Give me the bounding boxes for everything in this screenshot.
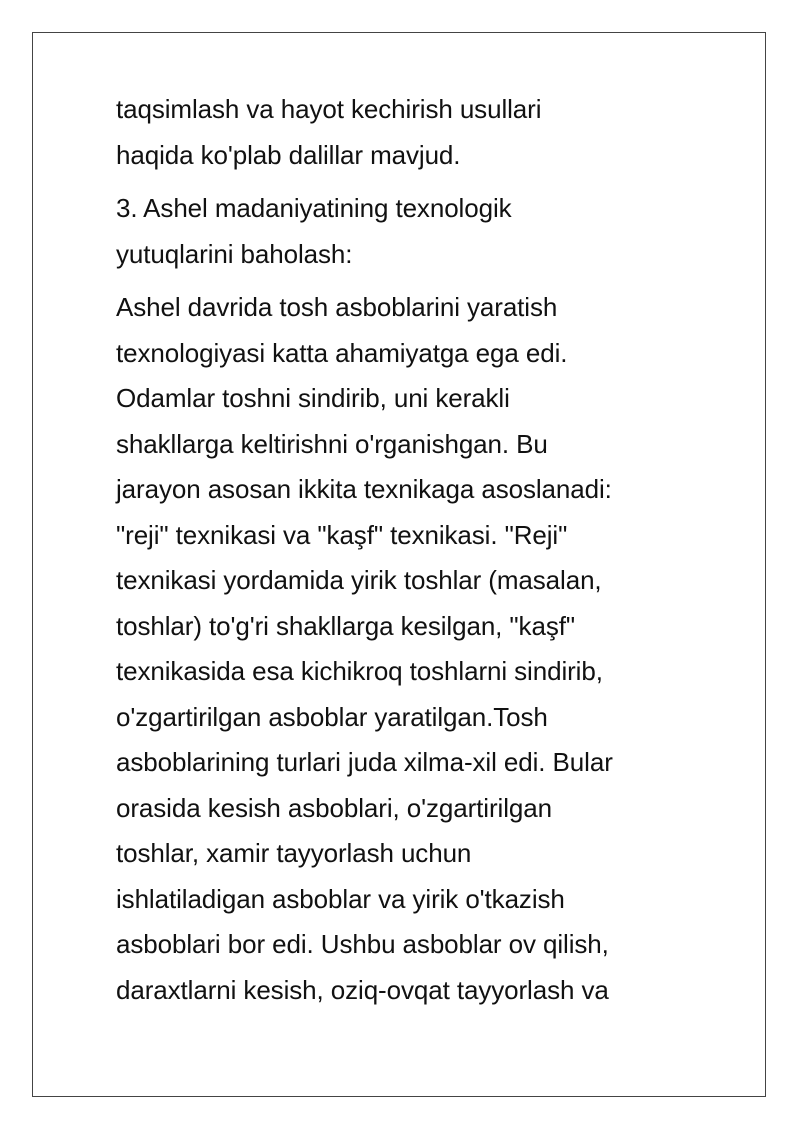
text-line: yutuqlarini baholash: xyxy=(116,238,353,269)
text-line: shakllarga keltirishni o'rganishgan. Bu xyxy=(116,428,548,459)
text-line: jarayon asosan ikkita texnikaga asoslanadi: xyxy=(116,474,612,504)
document-page xyxy=(32,32,766,1097)
text-line: texnikasi yordamida yirik toshlar (masalan, xyxy=(116,565,602,595)
text-line: daraxtlarni kesish, oziq-ovqat tayyorlash va xyxy=(116,974,609,1005)
paragraph xyxy=(116,87,766,178)
section-heading xyxy=(116,186,766,277)
text-line: o'zgartirilgan asboblar yaratilgan.Tosh xyxy=(116,701,548,732)
text-line: orasida kesish asboblari, o'zgartirilgan xyxy=(116,792,552,823)
text-line: "reji" texnikasi va "kaşf" texnikasi. "Reji" xyxy=(116,519,568,550)
text-line: toshlar, xamir tayyorlash uchun xyxy=(116,838,472,868)
text-line: texnologiyasi katta ahamiyatga ega edi. xyxy=(116,337,568,368)
text-line: taqsimlash va hayot kechirish usullari xyxy=(116,94,542,124)
text-line: 3. Ashel madaniyatining texnologik xyxy=(116,193,512,223)
text-line: toshlar) to'g'ri shakllarga kesilgan, "kaşf" xyxy=(116,610,575,641)
text-line: Ashel davrida tosh asboblarini yaratish xyxy=(116,292,558,322)
text-line: texnikasida esa kichikroq toshlarni sindirib, xyxy=(116,656,603,686)
page-body xyxy=(116,87,766,1021)
text-line: Odamlar toshni sindirib, uni kerakli xyxy=(116,383,510,413)
text-line: haqida ko'plab dalillar mavjud. xyxy=(116,139,461,170)
text-line: asboblarining turlari juda xilma-xil edi. Bular xyxy=(116,747,613,777)
text-line: asboblari bor edi. Ushbu asboblar ov qilish, xyxy=(116,929,609,959)
text-line: ishlatiladigan asboblar va yirik o'tkazish xyxy=(116,883,565,914)
paragraph xyxy=(116,285,766,1013)
